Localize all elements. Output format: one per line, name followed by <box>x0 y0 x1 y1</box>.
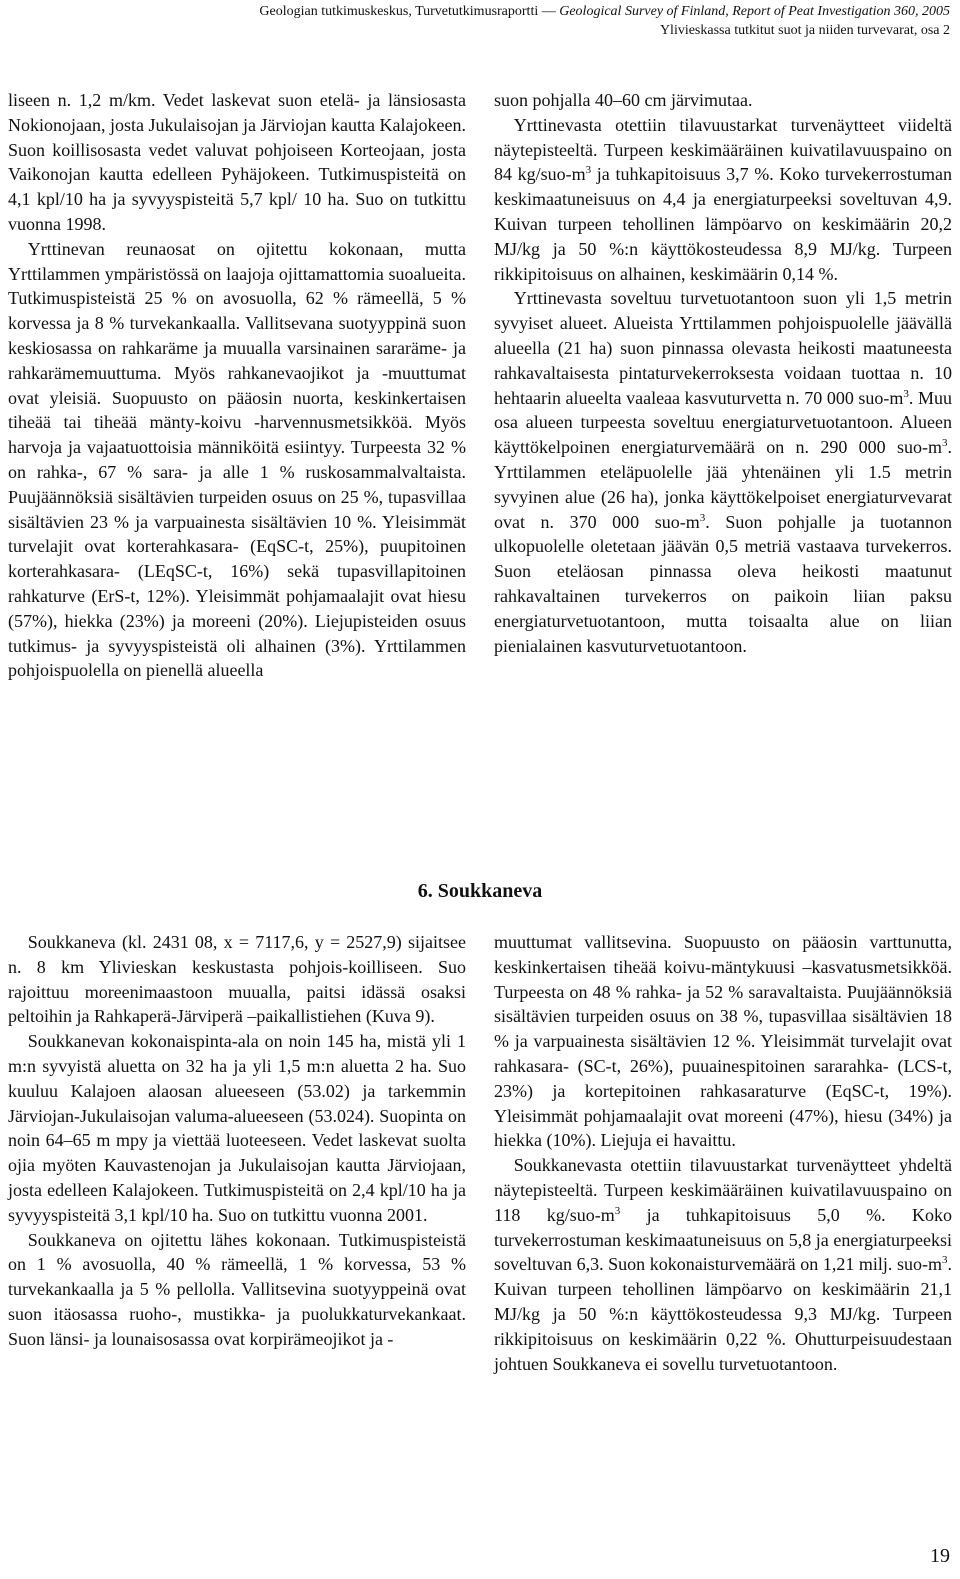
paragraph: liseen n. 1,2 m/km. Vedet laskevat suon etelä- ja länsiosasta Nokionojaan, josta Jukulaisojan ja Järviojan kautta Kalajokeen. Suon koillisosasta vedet valuvat pohjoiseen Korteojaan, josta Vaikonojan kautta edelleen Pyhäjokeen. Tutkimuspisteitä on 4,1 kpl/10 ha ja syvyyspisteitä 5,7 kpl/ 10 ha. Suo on tutkittu vuonna 1998. <box>8 90 466 234</box>
top-right-column <box>494 88 952 658</box>
superscript: 3 <box>942 1254 948 1267</box>
superscript: 3 <box>614 1204 621 1217</box>
header-series: Geological Survey of Finland, Report of Peat Investigation 360, 2005 <box>559 4 950 19</box>
header-line-2: Ylivieskassa tutkitut suot ja niiden turvevarat, osa 2 <box>659 23 950 38</box>
paragraph: suon pohjalla 40–60 cm järvimutaa. <box>494 90 753 110</box>
text-run: ja tuhkapitoisuus 3,7 %. Koko turvekerrostuman keskimaatuneisuus on 4,4 ja energiaturpeeksi soveltuvan 4,9. Kuivan turpeen tehollinen lämpöarvo on keskimäärin 20,2 MJ/kg ja 50 %:n käyttökosteudessa 8,9 MJ/kg. Turpeen rikkipitoisuus on alhainen, keskimäärin 0,14 %. <box>494 164 952 284</box>
paragraph <box>494 1153 952 1376</box>
text-run: . Suon pohjalle ja tuotannon ulkopuolelle oletetaan jäävän 0,5 metriä vastaava turvekerros. Suon eteläosan pinnassa oleva heikosti maatunut rahkavaltainen turvekerros on paikoin liian paksu energiaturvetuotantoon, mutta toisaalta alue on liian pienialainen kasvuturvetuotantoon. <box>494 511 952 656</box>
text-run: . Muu osa alueen turpeesta soveltuu energiaturvetuotantoon. Alueen käyttökelpoinen energiaturvemäärä on n. 290 000 suo-m <box>494 387 952 458</box>
text-run: Soukkanevasta otettiin tilavuustarkat turvenäytteet yhdeltä näytepisteeltä. Turpeen keskimääräinen kuivatilavuuspaino on 118 kg/suo-m <box>494 1155 952 1225</box>
text-run: Yrttinevasta soveltuu turvetuotantoon suon yli 1,5 metrin syvyiset alueet. Alueista Yrttilammen pohjoispuolelle jäävällä alueella (21 ha) suon pinnassa olevasta heikosti maatuneesta rahkavaltaisesta pintaturvekerroksesta voidaan tuottaa n. 10 hehtaarin alueelta vaaleaa kasvuturvetta n. 70 000 suo-m <box>494 288 952 408</box>
bottom-left-column <box>8 930 466 1352</box>
superscript: 3 <box>699 511 706 524</box>
paragraph <box>494 113 952 287</box>
superscript: 3 <box>903 387 909 400</box>
header-line-1 <box>259 2 950 21</box>
text-run: . Yrttilammen eteläpuolelle jää yhtenäinen yli 1.5 metrin syvyinen alue (26 ha), jonka käyttökelpoiset energiaturvevarat ovat n. 370 000 suo-m <box>494 437 952 532</box>
top-left-column <box>8 88 466 683</box>
superscript: 3 <box>942 437 948 450</box>
paragraph: muuttumat vallitsevina. Suopuusto on pääosin varttunutta, keskinkertaisen tiheää koivu-mäntykuusi –kasvatusmetsikköä. Turpeesta on 48 % rahka- ja 52 % saravaltaista. Puujäännöksiä sisältävien turpeiden osuus on 38 %, tupasvillaa sisältävien 18 % ja varpuainesta sisältävien 12 %. Yleisimmät turvelajit ovat rahkasara- (SC-t, 26%), puuainespitoinen sararahka- (LCS-t, 23%) ja kortepitoinen rahkasaraturve (EqSC-t, 19%). Yleisimmät pohjamaalajit ovat moreeni (47%), hiesu (34%) ja hiekka (10%). Liejuja ei havaittu. <box>494 932 952 1151</box>
paragraph: Soukkaneva (kl. 2431 08, x = 7117,6, y = 2527,9) sijaitsee n. 8 km Ylivieskan keskustasta pohjois-koilliseen. Suo rajoittuu moreenimaastoon muualla, paitsi idässä osaksi peltoihin ja Rahkaperä-Järviperä –paikallistiehen (Kuva 9). <box>8 932 466 1027</box>
text-run: . Kuivan turpeen tehollinen lämpöarvo on keskimäärin 21,1 MJ/kg ja 50 %:n käyttökosteudessa 9,3 MJ/kg. Turpeen rikkipitoisuus on keskimäärin 0,22 %. Ohutturpeisuudestaan johtuen Soukkaneva ei sovellu turvetuotantoon. <box>494 1254 952 1374</box>
paragraph: Soukkaneva on ojitettu lähes kokonaan. Tutkimuspisteistä on 1 % avosuolla, 40 % rämeellä, 1 % korvessa, 53 % turvekankaalla ja 5 % pellolla. Vallitsevina suotyyppeinä ovat suon itäosassa ruoho-, mustikka- ja puolukkaturvekankaat. Suon länsi- ja lounaisosassa ovat korpirämeojikot ja - <box>8 1229 466 1349</box>
paragraph: Yrttinevan reunaosat on ojitettu kokonaan, mutta Yrttilammen ympäristössä on laajoja ojittamattomia suoalueita. Tutkimuspisteistä 25 % on avosuolla, 62 % rämeellä, 5 % korvessa ja 8 % turvekankaalla. Vallitsevana suotyyppinä suon keskiosassa on rahkaräme ja muualla varsinainen sararäme- ja rahkarämemuuttuma. Myös rahkanevaojikot ja -muuttumat ovat yleisiä. Suopuusto on pääosin nuorta, keskinkertaisen tiheää tai tiheää mänty-koivu -harvennusmetsikköä. Myös harvoja ja vajaatuottoisia männiköitä esiintyy. Turpeesta 32 % on rahka-, 67 % sara- ja alle 1 % ruskosammalvaltaista. Puujäännöksiä sisältävien turpeiden osuus on 25 %, tupasvillaa sisältävien 23 % ja varpuainesta sisältävien 10 %. Yleisimmät turvelajit ovat korterahkasara- (EqSC-t, 25%), puupitoinen korterahkasara- (LEqSC-t, 16%) sekä tupasvillapitoinen rahkaturve (ErS-t, 12%). Yleisimmät pohjamaalajit ovat hiesu (57%), hiekka (23%) ja moreeni (20%). Liejupisteiden osuus tutkimus- ja syvyyspisteistä oli alhainen (3%). Yrttilammen pohjoispuolella on pienellä alueella <box>8 238 466 681</box>
running-header <box>259 2 950 40</box>
paragraph: Soukkanevan kokonaispinta-ala on noin 145 ha, mistä yli 1 m:n syvyistä aluetta on 32 ha ja yli 1,5 m:n aluetta 2 ha. Suo kuuluu Kalajoen alaosan alueeseen (53.02) ja tarkemmin Järviojan-Jukulaisojan valuma-alueeseen (53.024). Suopinta on noin 64–65 m mpy ja viettää luoteeseen. Vedet laskevat suolta ojia myöten Kauvastenojan ja Jukulaisojan kautta Järviojaan, josta edelleen Kalajokeen. Tutkimuspisteitä on 2,4 kpl/10 ha ja syvyyspisteitä 3,1 kpl/10 ha. Suo on tutkittu vuonna 2001. <box>8 1031 466 1225</box>
superscript: 3 <box>585 164 592 177</box>
paragraph <box>494 286 952 658</box>
text-run: Yrttinevasta otettiin tilavuustarkat turvenäytteet viideltä näytepisteeltä. Turpeen keskimääräinen kuivatilavuuspaino on 84 kg/suo-m <box>494 114 952 185</box>
bottom-right-column <box>494 930 952 1376</box>
header-publisher: Geologian tutkimuskeskus, Turvetutkimusraportti — <box>259 4 560 19</box>
page-number: 19 <box>930 1545 950 1567</box>
text-run: ja tuhkapitoisuus 5,0 %. Koko turvekerrostuman keskimaatuneisuus on 5,8 ja energiaturpeeksi soveltuvan 6,3. Suon kokonaisturvemäärä on 1,21 milj. suo-m <box>494 1204 952 1275</box>
section-heading: 6. Soukkaneva <box>417 880 543 902</box>
